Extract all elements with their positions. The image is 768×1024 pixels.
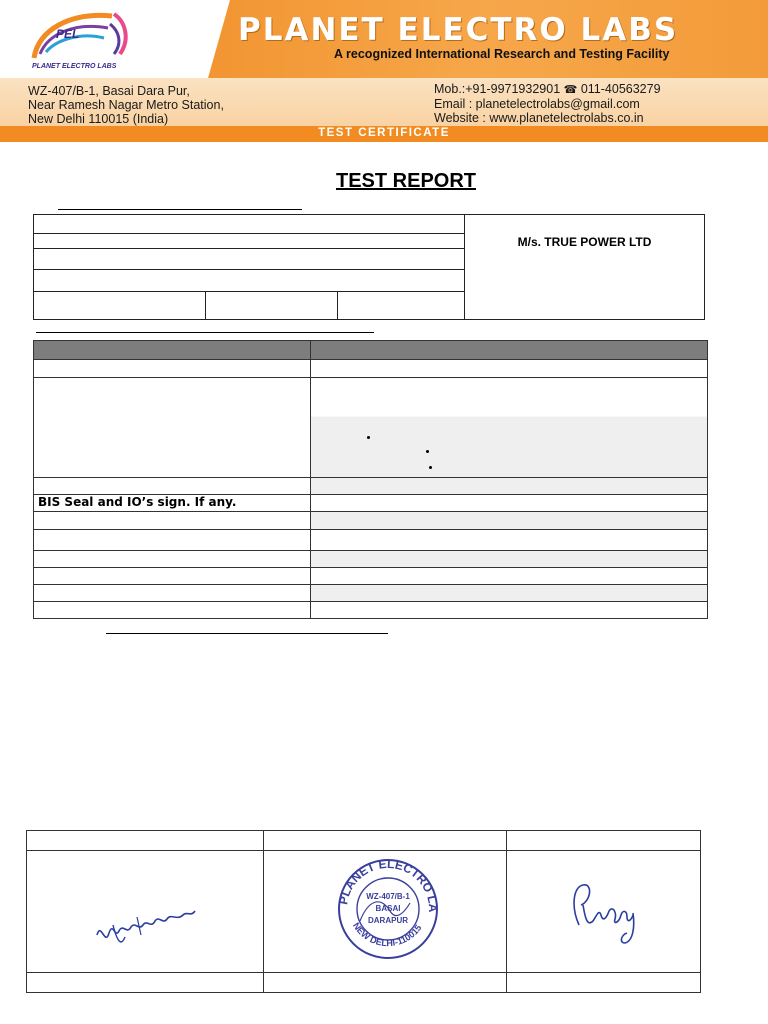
table-row xyxy=(34,360,708,378)
info-row xyxy=(34,215,464,234)
info-cell-divider xyxy=(337,292,338,319)
svg-text:PEL: PEL xyxy=(56,27,80,41)
bullet-dot xyxy=(429,466,432,469)
underline-2 xyxy=(36,332,374,333)
svg-text:WZ-407/B-1: WZ-407/B-1 xyxy=(366,892,410,901)
certificate-label: TEST CERTIFICATE xyxy=(318,127,450,139)
svg-text:PLANET ELECTRO LABS: PLANET ELECTRO LABS xyxy=(32,63,117,70)
svg-text:DARAPUR: DARAPUR xyxy=(368,916,408,925)
table-row xyxy=(34,551,708,568)
table-row xyxy=(34,512,708,530)
website-line: Website : www.planetelectrolabs.co.in xyxy=(434,111,644,125)
info-cell-divider xyxy=(205,292,206,319)
mobile-number: Mob.:+91-9971932901 xyxy=(434,82,561,96)
details-table xyxy=(33,340,708,619)
page-title: TEST REPORT xyxy=(335,170,476,192)
pel-logo xyxy=(26,6,138,72)
signature-cell-approved xyxy=(507,851,701,973)
signature-tested-by xyxy=(27,851,264,967)
signature-row xyxy=(27,851,701,973)
underline-1 xyxy=(58,209,302,210)
contact-block xyxy=(434,82,661,125)
table-row xyxy=(34,568,708,585)
telephone-icon: ☎ xyxy=(563,84,578,96)
phone-number: 011-40563279 xyxy=(580,82,661,96)
tagline: A recognized International Research and Testing Facility xyxy=(334,47,670,61)
stamp-cell xyxy=(264,851,507,973)
table-row xyxy=(34,585,708,602)
info-row xyxy=(34,249,464,270)
address-line-2: Near Ramesh Nagar Metro Station, xyxy=(28,98,224,112)
signature-footer-row xyxy=(27,973,701,993)
signature-cell-tested xyxy=(27,851,264,973)
address-block xyxy=(28,84,224,126)
info-row xyxy=(34,270,464,292)
address-line-3: New Delhi 110015 (India) xyxy=(28,112,169,126)
company-stamp xyxy=(264,851,507,967)
signature-approved-by xyxy=(507,851,701,967)
info-box xyxy=(33,214,705,320)
table-row xyxy=(34,378,708,478)
email-line: Email : planetelectrolabs@gmail.com xyxy=(434,97,640,111)
table-row xyxy=(34,602,708,619)
phone-line xyxy=(434,82,661,97)
brand-name: PLANET ELECTRO LABS xyxy=(238,12,679,48)
svg-text:BASAI: BASAI xyxy=(375,904,401,913)
client-name: M/s. TRUE POWER LTD xyxy=(517,235,652,249)
bullet-dot xyxy=(367,436,370,439)
svg-text:PLANET ELECTRO LABS: PLANET ELECTRO LA xyxy=(336,856,441,913)
bis-seal-label: BIS Seal and IO’s sign. If any. xyxy=(34,495,311,512)
table-header-row xyxy=(34,341,708,360)
table-row xyxy=(34,530,708,551)
address-line-1: WZ-407/B-1, Basai Dara Pur, xyxy=(28,84,190,98)
svg-text:NEW DELHI-110015: NEW DELHI-110015 xyxy=(350,920,424,949)
table-row xyxy=(34,478,708,495)
signature-header-row xyxy=(27,831,701,851)
bullet-dot xyxy=(426,450,429,453)
table-row xyxy=(34,495,708,512)
info-column-divider xyxy=(464,215,465,319)
signature-table xyxy=(26,830,701,993)
underline-3 xyxy=(106,633,388,634)
info-row xyxy=(34,234,464,249)
